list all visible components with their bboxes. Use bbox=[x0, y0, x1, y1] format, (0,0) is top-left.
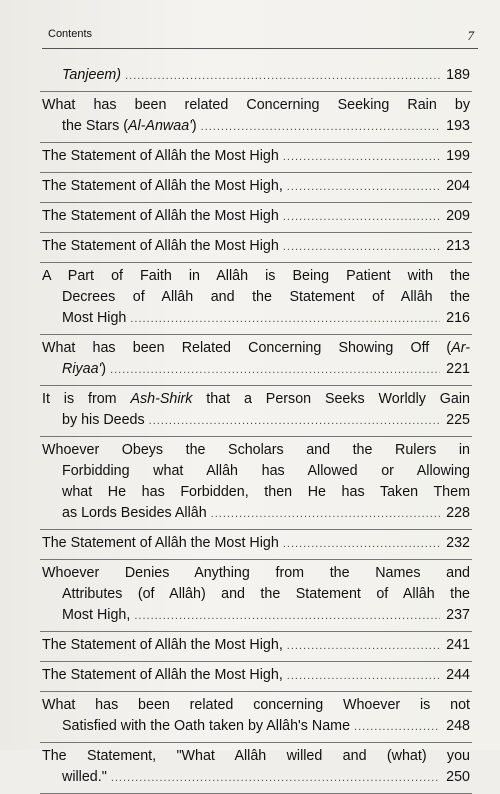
toc-page-number: 189 bbox=[446, 67, 470, 83]
toc-entry-title-line: Whoever Obeys the Scholars and the Rulers in bbox=[42, 442, 470, 458]
toc-page-number: 237 bbox=[446, 607, 470, 623]
toc-page-number: 199 bbox=[446, 148, 470, 164]
toc-page-number: 193 bbox=[446, 118, 470, 134]
toc-entry-title-line: Most High bbox=[62, 310, 127, 326]
toc-entry[interactable] bbox=[40, 203, 472, 233]
toc-entry-title-line: Forbidding what Allâh has Allowed or Allowing bbox=[62, 463, 470, 479]
header-title: Contents bbox=[48, 28, 93, 40]
toc-entry[interactable] bbox=[40, 335, 472, 386]
toc-entry-title-line: Satisfied with the Oath taken by Allâh's Name bbox=[62, 718, 351, 734]
toc-entry-title-line: what He has Forbidden, then He has Taken Them bbox=[62, 484, 470, 500]
toc-page-number: 250 bbox=[446, 769, 470, 785]
dot-leader bbox=[130, 309, 440, 330]
dot-leader bbox=[283, 237, 440, 258]
toc-entry[interactable] bbox=[40, 662, 472, 692]
toc-entry-title-line: The Statement of Allâh the Most High bbox=[42, 148, 279, 164]
toc-entry-title-line: What has been related Concerning Seeking Rain by bbox=[42, 97, 470, 113]
toc-page-number: 216 bbox=[446, 310, 470, 326]
dot-leader bbox=[111, 768, 440, 789]
toc-entry[interactable] bbox=[40, 530, 472, 560]
running-header bbox=[42, 26, 478, 49]
table-of-contents bbox=[40, 62, 472, 794]
toc-entry-title-line: willed." bbox=[62, 769, 107, 785]
toc-entry-title-line: The Statement of Allâh the Most High, bbox=[42, 667, 283, 683]
toc-entry-title-line: It is from Ash-Shirk that a Person Seeks Worldly Gain bbox=[42, 391, 470, 407]
dot-leader bbox=[149, 411, 440, 432]
toc-page-number: 228 bbox=[446, 505, 470, 521]
dot-leader bbox=[125, 66, 440, 87]
toc-entry-title-line: A Part of Faith in Allâh is Being Patient with the bbox=[42, 268, 470, 284]
toc-entry-title-line: The Statement of Allâh the Most High bbox=[42, 208, 279, 224]
dot-leader bbox=[287, 666, 440, 687]
toc-entry-title-line: What has been Related Concerning Showing Off (Ar- bbox=[42, 340, 470, 356]
dot-leader bbox=[110, 360, 440, 381]
toc-entry[interactable] bbox=[40, 632, 472, 662]
toc-page-number: 204 bbox=[446, 178, 470, 194]
dot-leader bbox=[201, 117, 440, 138]
toc-entry-title-line: The Statement, "What Allâh willed and (what) you bbox=[42, 748, 470, 764]
dot-leader bbox=[287, 177, 440, 198]
toc-page-number: 232 bbox=[446, 535, 470, 551]
dot-leader bbox=[283, 534, 440, 555]
toc-entry-title-line: The Statement of Allâh the Most High bbox=[42, 238, 279, 254]
toc-entry-title-line: What has been related concerning Whoever is not bbox=[42, 697, 470, 713]
toc-entry-title-line: Tanjeem) bbox=[62, 67, 122, 83]
toc-page-number: 248 bbox=[446, 718, 470, 734]
toc-page-number: 213 bbox=[446, 238, 470, 254]
toc-entry[interactable] bbox=[40, 233, 472, 263]
toc-entry-title-line: the Stars (Al-Anwaa') bbox=[62, 118, 197, 134]
toc-entry-title-line: by his Deeds bbox=[62, 412, 145, 428]
toc-entry-title-line: The Statement of Allâh the Most High, bbox=[42, 178, 283, 194]
toc-entry[interactable] bbox=[40, 437, 472, 530]
toc-entry-title-line: Decrees of Allâh and the Statement of Allâh the bbox=[62, 289, 470, 305]
toc-entry[interactable] bbox=[40, 62, 472, 92]
toc-entry-title-line: Attributes (of Allâh) and the Statement of Allâh the bbox=[62, 586, 470, 602]
toc-entry[interactable] bbox=[40, 173, 472, 203]
toc-entry[interactable] bbox=[40, 92, 472, 143]
toc-page-number: 221 bbox=[446, 361, 470, 377]
toc-entry[interactable] bbox=[40, 743, 472, 794]
toc-entry[interactable] bbox=[40, 386, 472, 437]
toc-page-number: 241 bbox=[446, 637, 470, 653]
dot-leader bbox=[134, 606, 440, 627]
dot-leader bbox=[211, 504, 440, 525]
dot-leader bbox=[287, 636, 440, 657]
dot-leader bbox=[354, 717, 440, 738]
toc-entry-title-line: as Lords Besides Allâh bbox=[62, 505, 207, 521]
toc-entry[interactable] bbox=[40, 560, 472, 632]
toc-page-number: 225 bbox=[446, 412, 470, 428]
toc-entry-title-line: Riyaa') bbox=[62, 361, 107, 377]
toc-entry-title-line: The Statement of Allâh the Most High, bbox=[42, 637, 283, 653]
toc-entry-title-line: Most High, bbox=[62, 607, 131, 623]
dot-leader bbox=[283, 207, 440, 228]
toc-entry[interactable] bbox=[40, 692, 472, 743]
toc-entry[interactable] bbox=[40, 143, 472, 173]
header-page-number: 7 bbox=[467, 28, 474, 43]
dot-leader bbox=[283, 147, 440, 168]
toc-entry-title-line: Whoever Denies Anything from the Names and bbox=[42, 565, 470, 581]
toc-entry[interactable] bbox=[40, 263, 472, 335]
toc-page-number: 244 bbox=[446, 667, 470, 683]
toc-entry-title-line: The Statement of Allâh the Most High bbox=[42, 535, 279, 551]
toc-page-number: 209 bbox=[446, 208, 470, 224]
